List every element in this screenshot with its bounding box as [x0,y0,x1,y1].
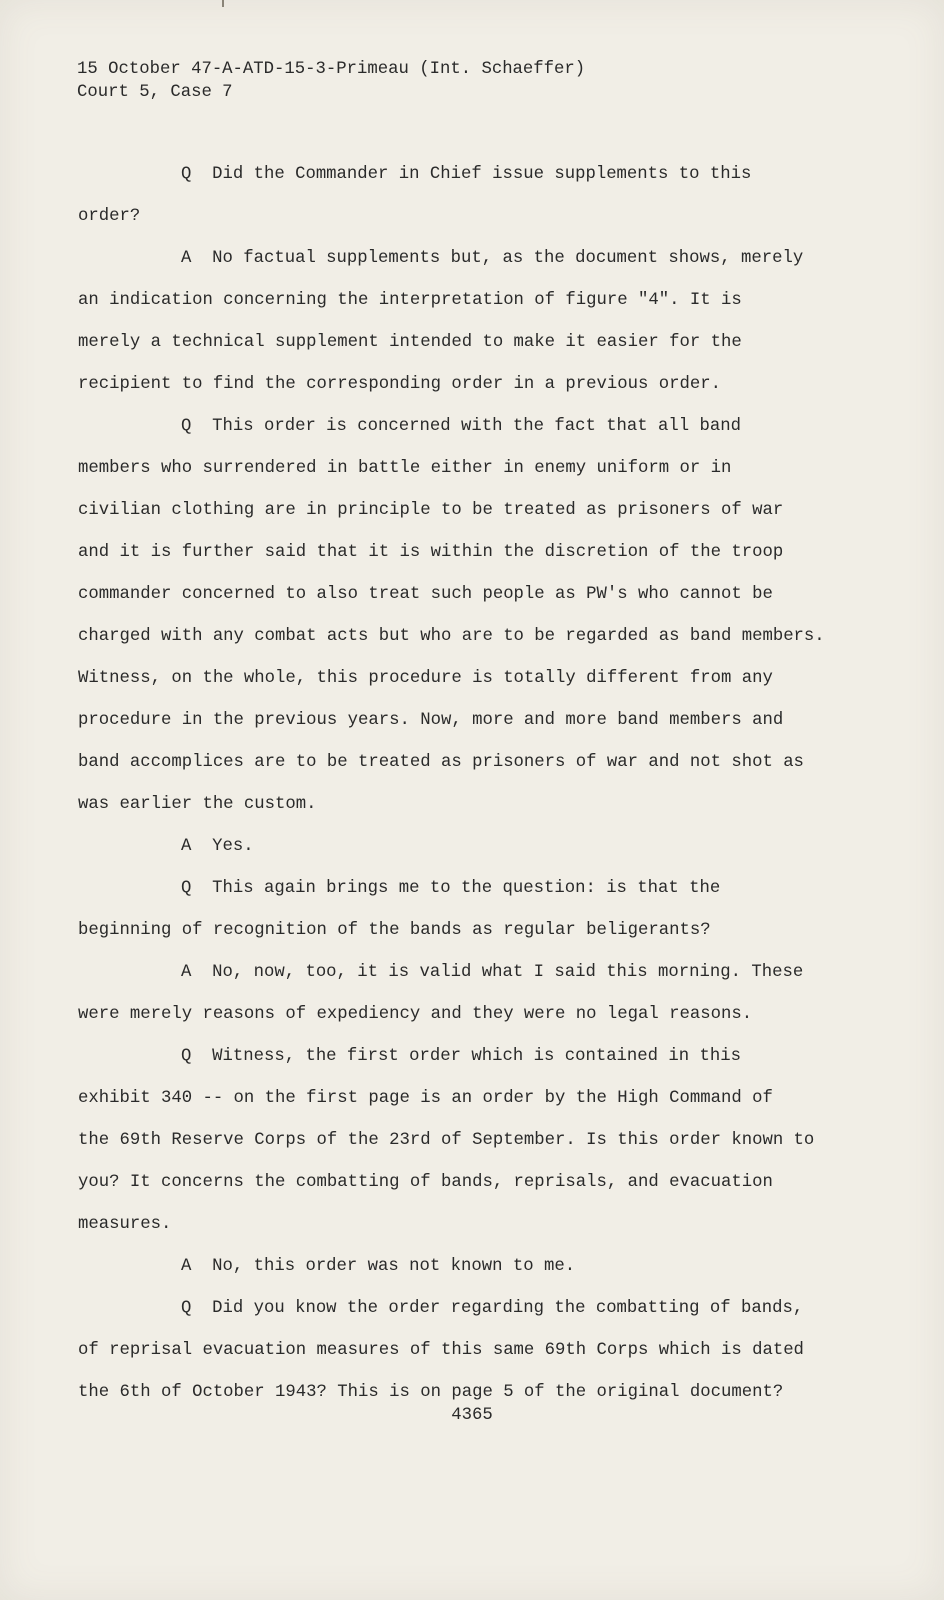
transcript-line: Q Witness, the first order which is contained in this [181,1047,742,1066]
transcript-line: exhibit 340 -- on the first page is an order by the High Command of [78,1089,773,1108]
transcript-line: recipient to find the corresponding order in a previous order. [78,375,721,394]
transcript-line: Q Did the Commander in Chief issue supplements to this [181,165,752,184]
transcript-line: Q Did you know the order regarding the combatting of bands, [181,1299,804,1318]
transcript-line: Witness, on the whole, this procedure is totally different from any [78,669,773,688]
transcript-line: order? [78,207,141,226]
document-header [77,58,585,104]
transcript-line: beginning of recognition of the bands as regular beligerants? [78,921,711,940]
transcript-line: A No factual supplements but, as the document shows, merely [181,249,804,268]
transcript-line: procedure in the previous years. Now, more and more band members and [78,711,784,730]
transcript-line: band accomplices are to be treated as prisoners of war and not shot as [78,753,804,772]
transcript-line: civilian clothing are in principle to be treated as prisoners of war [78,501,784,520]
transcript-line: and it is further said that it is within the discretion of the troop [78,543,784,562]
transcript-line: the 6th of October 1943? This is on page 5 of the original document? [78,1383,784,1402]
transcript-line: merely a technical supplement intended to make it easier for the [78,333,742,352]
transcript-line: commander concerned to also treat such people as PW's who cannot be [78,585,773,604]
transcript-line: A Yes. [181,837,254,856]
transcript-line: an indication concerning the interpretation of figure "4". It is [78,291,742,310]
transcript-line: of reprisal evacuation measures of this same 69th Corps which is dated [78,1341,804,1360]
transcript-line: were merely reasons of expediency and they were no legal reasons. [78,1005,753,1024]
transcript-line: charged with any combat acts but who are to be regarded as band members. [78,627,825,646]
transcript-line: A No, now, too, it is valid what I said this morning. These [181,963,804,982]
transcript-line: Q This again brings me to the question: is that the [181,879,721,898]
page-number: 4365 [451,1406,493,1425]
header-reference-line: 15 October 47-A-ATD-15-3-Primeau (Int. Schaeffer) [77,60,586,79]
transcript-body [78,154,838,1414]
transcript-line: Q This order is concerned with the fact that all band [181,417,742,436]
paper-edge-mark [222,0,224,7]
header-court-line: Court 5, Case 7 [77,83,233,102]
transcript-line: you? It concerns the combatting of bands, reprisals, and evacuation [78,1173,773,1192]
transcript-line: was earlier the custom. [78,795,317,814]
transcript-line: measures. [78,1215,172,1234]
transcript-line: members who surrendered in battle either in enemy uniform or in [78,459,732,478]
transcript-line: the 69th Reserve Corps of the 23rd of September. Is this order known to [78,1131,815,1150]
transcript-line: A No, this order was not known to me. [181,1257,576,1276]
